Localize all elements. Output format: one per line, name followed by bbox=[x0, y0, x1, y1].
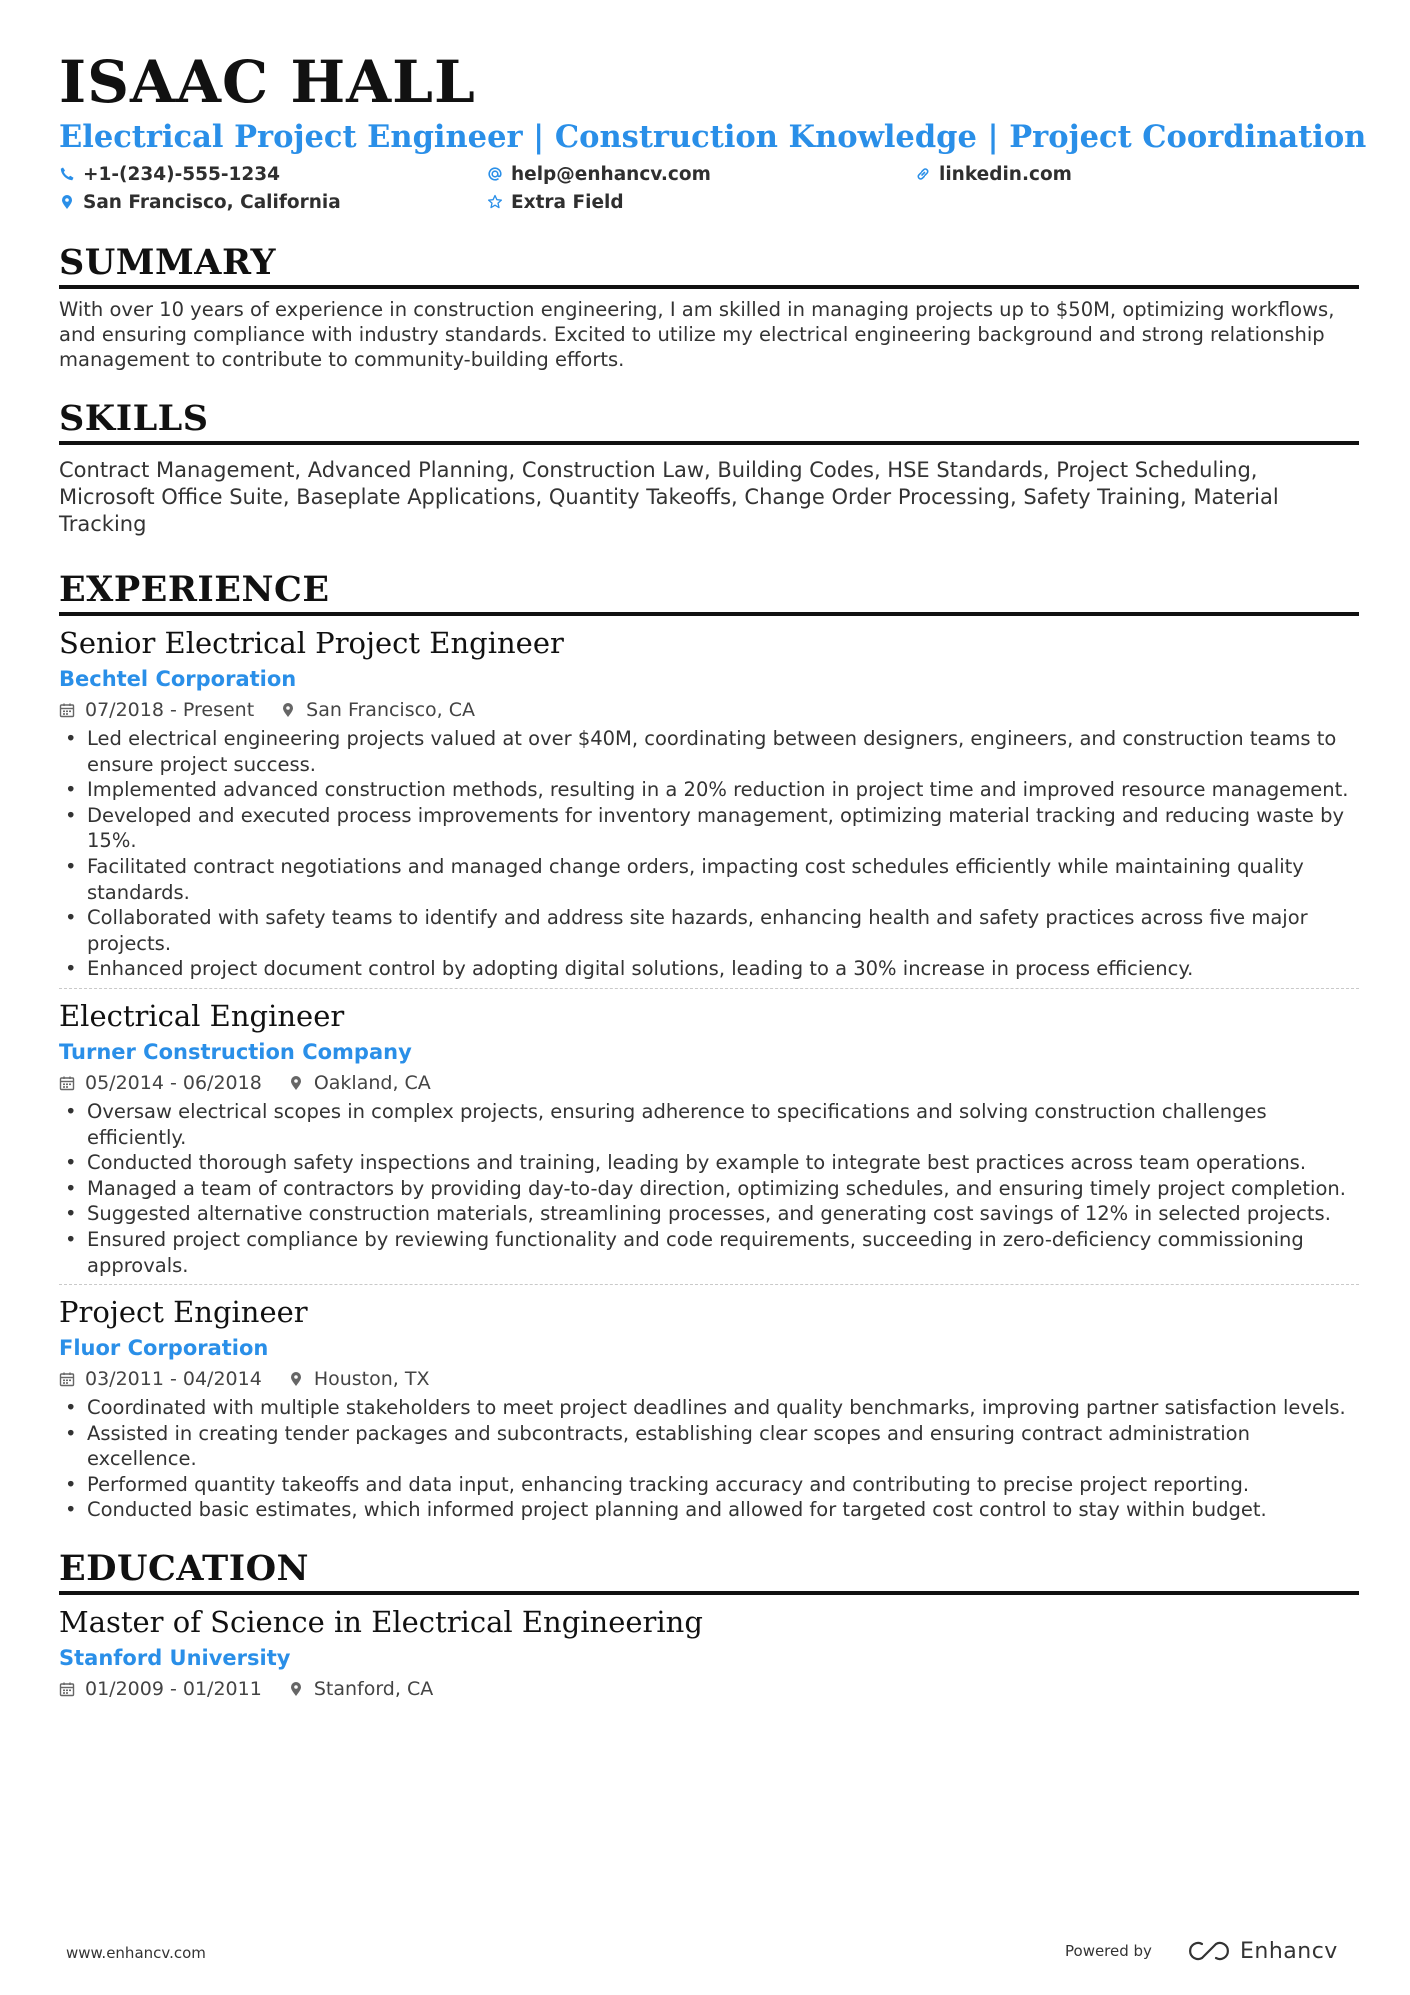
summary-section bbox=[59, 243, 1359, 372]
bullet-item: • Facilitated contract negotiations and managed change orders, impacting cost schedules efficiently while maintaining quality standards. bbox=[59, 854, 1359, 905]
education-entry bbox=[59, 1603, 1359, 1703]
school-name[interactable]: Stanford University bbox=[59, 1646, 291, 1671]
bullet-item: • Performed quantity takeoffs and data input, enhancing tracking accuracy and contributing to precise project reporting. bbox=[59, 1472, 1359, 1498]
bullet-item: • Managed a team of contractors by providing day-to-day direction, optimizing schedules, and ensuring timely project completion. bbox=[59, 1176, 1359, 1202]
at-icon bbox=[487, 166, 503, 182]
job-bullets bbox=[59, 1395, 1359, 1523]
email-text: help@enhancv.com bbox=[511, 163, 711, 185]
job-title: Senior Electrical Project Engineer bbox=[59, 626, 564, 660]
enhancv-logo-icon bbox=[1186, 1938, 1232, 1964]
skills-title: SKILLS bbox=[59, 399, 1359, 445]
bullet-item: • Conducted basic estimates, which informed project planning and allowed for targeted cost control to stay within budget. bbox=[59, 1497, 1359, 1523]
entry-divider bbox=[59, 1284, 1359, 1285]
experience-entry bbox=[59, 1293, 1359, 1523]
summary-title: SUMMARY bbox=[59, 243, 1359, 289]
location-text: San Francisco, California bbox=[83, 191, 341, 213]
bullet-item: • Assisted in creating tender packages and subcontracts, establishing clear scopes and ensuring contract administration excellence. bbox=[59, 1421, 1359, 1472]
education-title: EDUCATION bbox=[59, 1549, 1359, 1595]
bullet-item: • Led electrical engineering projects valued at over $40M, coordinating between designers, engineers, and construction teams to ensure project success. bbox=[59, 726, 1359, 777]
degree-title: Master of Science in Electrical Engineering bbox=[59, 1605, 703, 1640]
skills-text: Contract Management, Advanced Planning, Construction Law, Building Codes, HSE Standards, Project Scheduling, Microsoft Office Suite, Baseplate Applications, Quantity Takeoffs, Change Order Processing, Safety Training, Material Tracking bbox=[59, 458, 1279, 536]
calendar-icon bbox=[59, 1075, 75, 1091]
company-name[interactable]: Bechtel Corporation bbox=[59, 667, 297, 691]
bullet-item: • Suggested alternative construction materials, streamlining processes, and generating cost savings of 12% in selected projects. bbox=[59, 1201, 1359, 1227]
bullet-item: • Implemented advanced construction methods, resulting in a 20% reduction in project time and improved resource management. bbox=[59, 777, 1359, 803]
location-pin-icon bbox=[59, 194, 75, 210]
skills-section bbox=[59, 399, 1359, 538]
job-dates: 07/2018 - Present bbox=[85, 699, 255, 721]
calendar-icon bbox=[59, 702, 75, 718]
extra-text: Extra Field bbox=[511, 191, 624, 213]
contact-info bbox=[59, 162, 1359, 214]
education-dates: 01/2009 - 01/2011 bbox=[85, 1678, 262, 1701]
bullet-item: • Enhanced project document control by adopting digital solutions, leading to a 30% increase in process efficiency. bbox=[59, 956, 1359, 982]
bullet-item: • Developed and executed process improvements for inventory management, optimizing material tracking and reducing waste by 15%. bbox=[59, 803, 1359, 854]
bullet-item: • Conducted thorough safety inspections and training, leading by example to integrate best practices across team operations. bbox=[59, 1150, 1359, 1176]
experience-title: EXPERIENCE bbox=[59, 570, 1359, 616]
job-meta bbox=[59, 696, 1359, 724]
job-title: Project Engineer bbox=[59, 1295, 308, 1330]
entry-divider bbox=[59, 988, 1359, 989]
location-pin-icon bbox=[288, 1075, 304, 1091]
page-footer bbox=[66, 1938, 1340, 1968]
link-icon bbox=[915, 166, 931, 182]
education-location: Stanford, CA bbox=[313, 1678, 434, 1701]
linkedin-text: linkedin.com bbox=[939, 163, 1072, 185]
candidate-name: ISAAC HALL bbox=[59, 48, 476, 116]
resume-page bbox=[59, 48, 1367, 1703]
contact-location bbox=[59, 190, 487, 214]
job-location: Houston, TX bbox=[313, 1368, 430, 1391]
contact-email[interactable] bbox=[487, 162, 915, 186]
bullet-item: • Collaborated with safety teams to identify and address site hazards, enhancing health and safety practices across five major projects. bbox=[59, 905, 1359, 956]
job-meta bbox=[59, 1069, 1359, 1097]
contact-linkedin[interactable] bbox=[915, 162, 1359, 186]
headline: Electrical Project Engineer | Construction Knowledge | Project Coordination bbox=[59, 119, 1367, 155]
bullet-item: • Ensured project compliance by reviewing functionality and code requirements, succeeding in zero-deficiency commissioning approvals. bbox=[59, 1227, 1359, 1278]
location-pin-icon bbox=[288, 1371, 304, 1387]
phone-icon bbox=[59, 166, 75, 182]
job-location: San Francisco, CA bbox=[306, 699, 476, 721]
job-bullets bbox=[59, 726, 1359, 982]
job-bullets bbox=[59, 1099, 1359, 1278]
calendar-icon bbox=[59, 1371, 75, 1387]
star-icon bbox=[487, 194, 503, 210]
education-meta bbox=[59, 1675, 1359, 1703]
job-dates: 03/2011 - 04/2014 bbox=[85, 1368, 262, 1391]
brand-name: Enhancv bbox=[1240, 1938, 1338, 1964]
contact-extra bbox=[487, 190, 915, 214]
experience-section bbox=[59, 570, 1359, 1523]
job-meta bbox=[59, 1365, 1359, 1393]
location-pin-icon bbox=[280, 702, 296, 718]
education-section bbox=[59, 1549, 1359, 1703]
calendar-icon bbox=[59, 1681, 75, 1697]
experience-entry bbox=[59, 624, 1359, 989]
phone-text: +1-(234)-555-1234 bbox=[83, 163, 281, 185]
bullet-item: • Coordinated with multiple stakeholders to meet project deadlines and quality benchmarks, improving partner satisfaction levels. bbox=[59, 1395, 1359, 1421]
experience-entry bbox=[59, 997, 1359, 1285]
powered-by-label: Powered by bbox=[1065, 1942, 1152, 1960]
company-name[interactable]: Fluor Corporation bbox=[59, 1336, 269, 1361]
job-dates: 05/2014 - 06/2018 bbox=[85, 1071, 262, 1094]
footer-site-link[interactable]: www.enhancv.com bbox=[66, 1944, 206, 1962]
location-pin-icon bbox=[288, 1681, 304, 1697]
company-name[interactable]: Turner Construction Company bbox=[59, 1039, 412, 1064]
brand-logo[interactable] bbox=[1186, 1938, 1338, 1964]
bullet-item: • Oversaw electrical scopes in complex projects, ensuring adherence to specifications and solving construction challenges efficiently. bbox=[59, 1099, 1359, 1150]
job-location: Oakland, CA bbox=[313, 1071, 431, 1094]
contact-phone[interactable] bbox=[59, 162, 487, 186]
summary-text: With over 10 years of experience in construction engineering, I am skilled in managing projects up to $50M, optimizing workflows, and ensuring compliance with industry standards. Excited to utilize my electrical engineering background and strong relationship management to contribute to community-building efforts. bbox=[59, 298, 1335, 371]
job-title: Electrical Engineer bbox=[59, 998, 345, 1033]
